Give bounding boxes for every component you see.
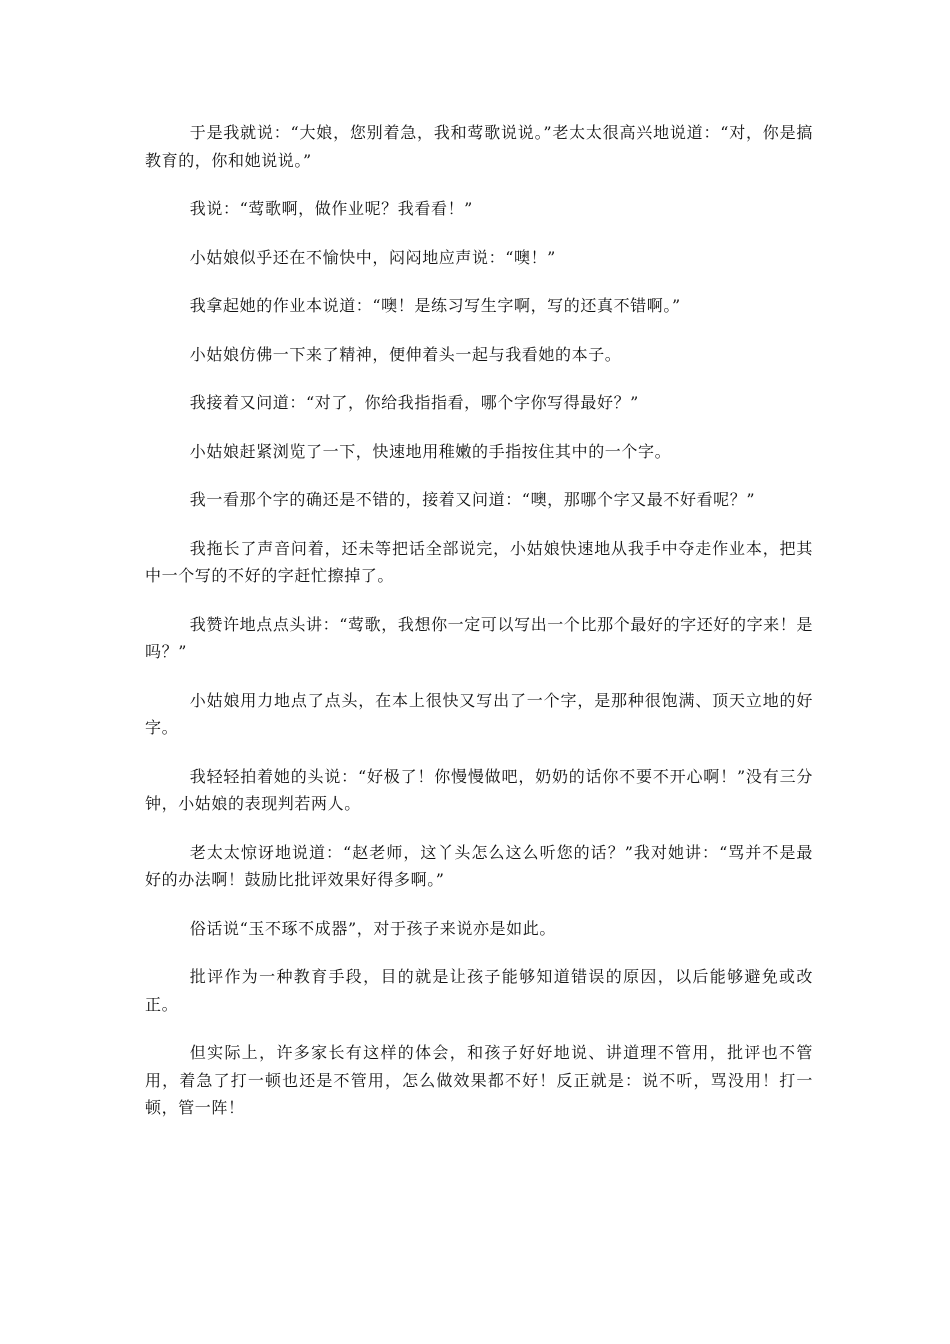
paragraph: 小姑娘似乎还在不愉快中，闷闷地应声说：“噢！” — [189, 247, 556, 267]
paragraph: 批评作为一种教育手段，目的就是让孩子能够知道错误的原因，以后能够避免或改正。 — [145, 967, 813, 1014]
paragraph: 我拿起她的作业本说道：“噢！是练习写生字啊，写的还真不错啊。” — [189, 296, 681, 315]
paragraph: 我说：“莺歌啊，做作业呢？我看看！” — [189, 199, 473, 218]
paragraph: 俗话说“玉不琢不成器”，对于孩子来说亦是如此。 — [189, 918, 556, 938]
paragraph: 我接着又问道：“对了，你给我指指看，哪个字你写得最好？” — [189, 393, 639, 412]
paragraph: 老太太惊讶地说道：“赵老师，这丫头怎么这么听您的话？”我对她讲：“骂并不是最好的办法啊！鼓励比批评效果好得多啊。” — [145, 842, 813, 889]
paragraph: 但实际上，许多家长有这样的体会，和孩子好好地说、讲道理不管用，批评也不管用，着急了打一顿也还是不管用，怎么做效果都不好！反正就是：说不听，骂没用！打一顿，管一阵！ — [145, 1043, 813, 1117]
paragraph: 我赞许地点点头讲：“莺歌，我想你一定可以写出一个比那个最好的字还好的字来！是吗？” — [145, 614, 813, 661]
paragraph: 小姑娘仿佛一下来了精神，便伸着头一起与我看她的本子。 — [189, 344, 622, 364]
paragraph: 小姑娘用力地点了点头，在本上很快又写出了一个字，是那种很饱满、顶天立地的好字。 — [145, 690, 813, 737]
paragraph: 小姑娘赶紧浏览了一下，快速地用稚嫩的手指按住其中的一个字。 — [189, 441, 672, 461]
paragraph: 我拖长了声音问着，还未等把话全部说完，小姑娘快速地从我手中夺走作业本，把其中一个写的不好的字赶忙擦掉了。 — [145, 538, 813, 585]
paragraph: 我轻轻拍着她的头说：“好极了！你慢慢做吧，奶奶的话你不要不开心啊！”没有三分钟，小姑娘的表现判若两人。 — [145, 766, 813, 813]
document-body — [145, 119, 813, 1143]
paragraph: 我一看那个字的确还是不错的，接着又问道：“噢，那哪个字又最不好看呢？” — [189, 490, 756, 509]
paragraph: 于是我就说：“大娘，您别着急，我和莺歌说说。”老太太很高兴地说道：“对，你是搞教育的，你和她说说。” — [145, 123, 813, 170]
